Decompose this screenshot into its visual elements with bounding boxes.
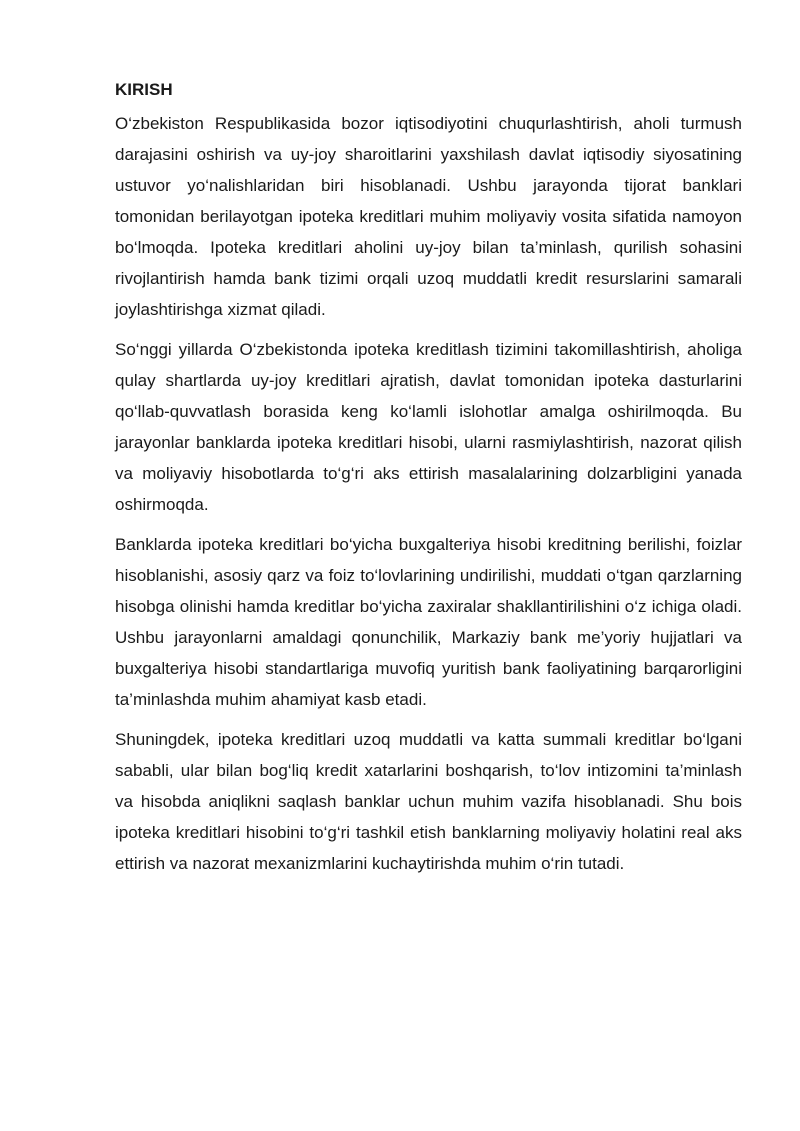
paragraph-2: So‘nggi yillarda O‘zbekistonda ipoteka kreditlash tizimini takomillashtirish, aholiga qulay shartlarda uy-joy kreditlari ajratish, davlat tomonidan ipoteka dasturlarini qo‘llab-quvvatlash borasida keng ko‘lamli islohotlar amalga oshirilmoqda. Bu jarayonlar banklarda ipoteka kreditlari hisobi, ularni rasmiylashtirish, nazorat qilish va moliyaviy hisobotlarda to‘g‘ri aks ettirish masalalarining dolzarbligini yanada oshirmoqda. xyxy=(115,340,742,514)
document-body xyxy=(115,76,742,888)
paragraph-3: Banklarda ipoteka kreditlari bo‘yicha buxgalteriya hisobi kreditning berilishi, foizlar hisoblanishi, asosiy qarz va foiz to‘lovlarining undirilishi, muddati o‘tgan qarzlarning hisobga olinishi hamda kreditlar bo‘yicha zaxiralar shakllantirilishini o‘z ichiga oladi. Ushbu jarayonlarni amaldagi qonunchilik, Markaziy bank me’yoriy hujjatlari va buxgalteriya hisobi standartlariga muvofiq yuritish bank faoliyatining barqarorligini ta’minlashda muhim ahamiyat kasb etadi. xyxy=(115,535,742,709)
paragraph-1: O‘zbekiston Respublikasida bozor iqtisodiyotini chuqurlashtirish, aholi turmush darajasini oshirish va uy-joy sharoitlarini yaxshilash davlat iqtisodiy siyosatining ustuvor yo‘nalishlaridan biri hisoblanadi. Ushbu jarayonda tijorat banklari tomonidan berilayotgan ipoteka kreditlari muhim moliyaviy vosita sifatida namoyon bo‘lmoqda. Ipoteka kreditlari aholini uy-joy bilan ta’minlash, qurilish sohasini rivojlantirish hamda bank tizimi orqali uzoq muddatli kredit resurslarini samarali joylashtirishga xizmat qiladi. xyxy=(115,114,742,319)
paragraph-4: Shuningdek, ipoteka kreditlari uzoq muddatli va katta summali kreditlar bo‘lgani sababli, ular bilan bog‘liq kredit xatarlarini boshqarish, to‘lov intizomini ta’minlash va hisobda aniqlikni saqlash banklar uchun muhim vazifa hisoblanadi. Shu bois ipoteka kreditlari hisobini to‘g‘ri tashkil etish banklarning moliyaviy holatini real aks ettirish va nazorat mexanizmlarini kuchaytirishda muhim o‘rin tutadi. xyxy=(115,730,742,873)
section-heading: KIRISH xyxy=(115,80,173,99)
